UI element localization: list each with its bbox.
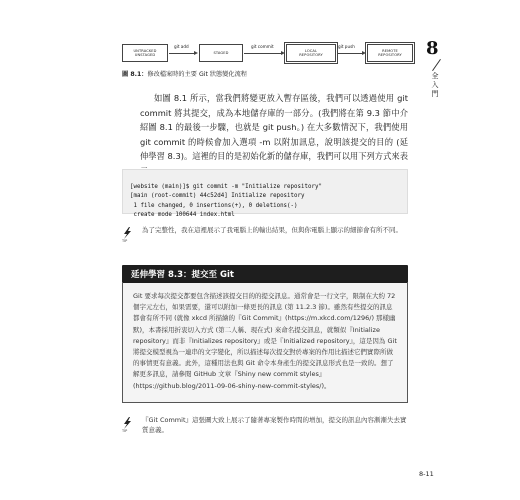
chapter-title-char: 全	[431, 72, 439, 80]
chapter-title	[430, 72, 440, 99]
arrow-push-head	[362, 51, 366, 55]
tip-pencil-icon	[118, 416, 138, 430]
tip-text: 為了完整性，我在這裡展示了我電腦上的輸出結果，但與你電腦上顯示的細節會有所不同。	[142, 226, 402, 234]
arrow-commit-head	[281, 51, 285, 55]
sidebar-body: Git 要求每次提交都要包含描述該提交目的的提交訊息。通常會是一行文字，限制在大約 72 個字元左右，如果需要，還可以附加一條更長的訊息 (第 11.2.3 節)。雖然有些提交的訊息都會有所不同 (就像 xkcd 所描繪的『Git Commit』(https://m.xkcd.com/1296/) 那樣幽默)，本書採用折衷切入方式 (第二人稱、現在式) 來命名提交訊息，就類似『Initialize repository』而非『Initializes repository』或是『Initialized repository』，這是因為 Git 將提交模型視為一連串的文字變化，所以描述每次提交對於專案的作用比描述它們實際所做的事情更有意義。此外，這種用法也與 Git 命令本身產生的提交訊息形式也是一致的。想了解更多訊息，請參閱 GitHub 文章『Shiny new commit styles』(https://github.blog/2011-09-06-shiny-new-commit-styles/)。	[122, 283, 408, 403]
tip-callout	[118, 226, 410, 248]
code-line: [website (main)]$ git commit -m "Initialize repository"	[130, 184, 322, 191]
tip-pencil-icon	[118, 226, 138, 240]
state-untracked-box: UNTRACKED UNSTAGED	[122, 44, 168, 62]
chapter-title-char: 門	[431, 90, 439, 98]
code-line: [main (root-commit) 44c52d4] Initialize repository	[130, 193, 305, 200]
chapter-number: 8	[426, 38, 439, 59]
arrow-add-line	[169, 53, 196, 54]
figure-number: 圖 8.1：	[122, 71, 148, 78]
arrow-commit-line	[244, 53, 283, 54]
page-number: 8-11	[419, 470, 434, 478]
state-staged-box: STAGED	[199, 44, 243, 62]
code-block	[122, 169, 408, 218]
sidebar-header: 延伸學習 8.3：提交至 Git	[122, 265, 408, 283]
arrow-push-line	[338, 53, 364, 54]
tip-callout	[118, 416, 410, 438]
state-local-repo-box: LOCAL REPOSITORY	[286, 44, 336, 62]
figure-caption-text: 修改檔案時的主要 Git 狀態變化流程	[147, 71, 247, 78]
figure-caption	[122, 69, 247, 78]
tip-label: TIP	[122, 239, 128, 243]
chapter-title-char: 入	[431, 81, 439, 89]
arrow-add-label: git add	[174, 44, 189, 49]
tip-label: TIP	[122, 429, 128, 433]
arrow-add-head	[194, 51, 198, 55]
arrow-commit-label: git commit	[251, 44, 274, 49]
chapter-divider	[432, 59, 441, 71]
tip-text: 『Git Commit』這張圖大致上展示了隨著專案製作時間的增加，提交的訊息內容漸漸失去實質意義。	[142, 416, 407, 434]
code-line: 1 file changed, 0 insertions(+), 0 deletions(-)	[130, 202, 298, 209]
body-paragraph: 如圖 8.1 所示，當我們將變更放入暫存區後，我們可以透過使用 git commit 將其提交，成為本地儲存庫的一部分。(我們將在第 9.3 節中介紹圖 8.1 的最後一步驟，也就是 git push。) 在大多數情況下，我們使用 git commit 的時候會加入選項 -m 以附加訊息，說明該提交的目的 (延伸學習 8.3)。這裡的目的是初始化新的儲存庫，我們可以用下列方式來表	[140, 93, 408, 162]
code-line: create mode 100644 index.html	[130, 211, 235, 218]
state-remote-repo-box: REMOTE REPOSITORY	[367, 44, 413, 62]
arrow-push-label: git push	[338, 44, 355, 49]
